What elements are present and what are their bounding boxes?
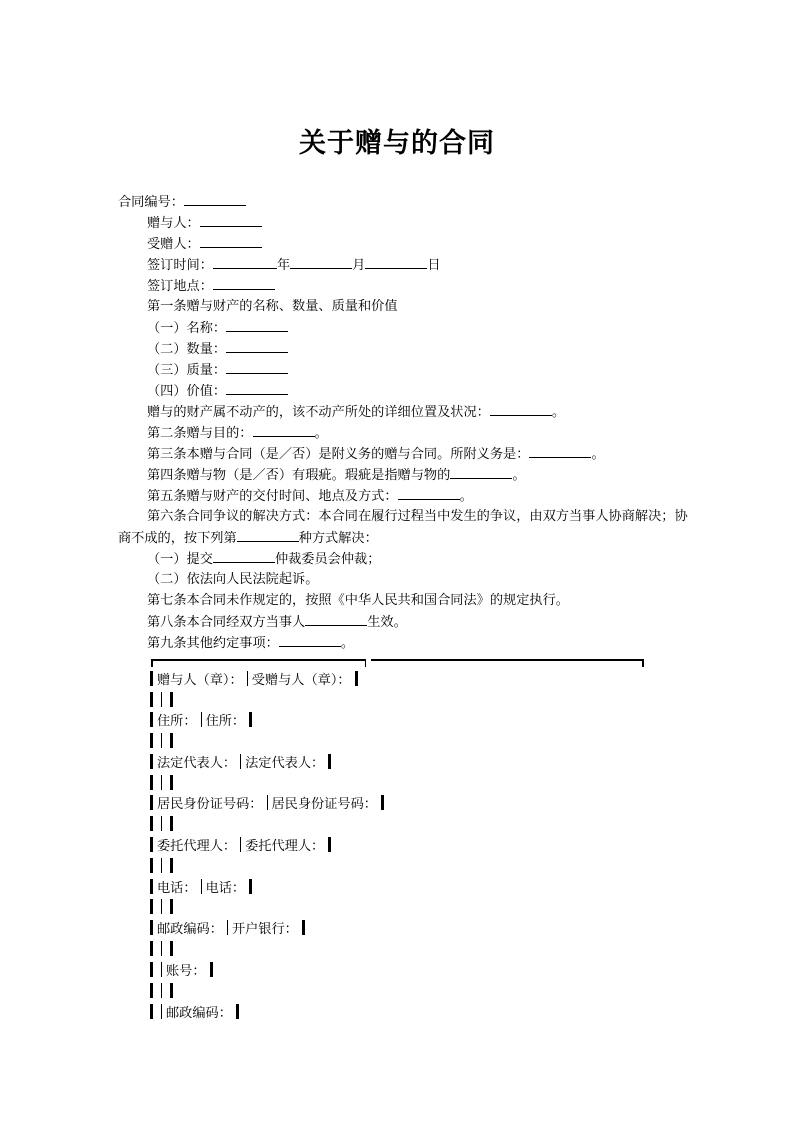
- period: 。: [340, 636, 355, 651]
- item-value-blank: [226, 381, 288, 395]
- article-6-tail: 种方式解决：: [298, 530, 378, 546]
- table-row: [150, 733, 173, 753]
- donor-legal-rep-label: 法定代表人：: [157, 756, 237, 771]
- table-row: [150, 712, 252, 732]
- article-2: [147, 423, 328, 445]
- article-6-text: 第六条合同争议的解决方式：本合同在履行过程当中发生的争议，由双方当事人协商解决；协商不成的，按下列第: [118, 509, 688, 546]
- option-1-pre: （一）提交: [147, 552, 213, 567]
- item-quantity-blank: [226, 339, 288, 353]
- table-row: [150, 962, 213, 982]
- article-8: [147, 612, 407, 634]
- table-row: [150, 837, 331, 857]
- article-4: [147, 465, 526, 487]
- table-row: [150, 858, 173, 878]
- donor-id-label: 居民身份证号码：: [157, 797, 263, 812]
- article-5: [147, 486, 473, 508]
- year-unit: 年: [276, 258, 291, 273]
- method-blank: [237, 528, 299, 542]
- article-8-pre: 第八条本合同经双方当事人: [147, 615, 306, 630]
- other-terms-blank: [279, 633, 341, 647]
- donor-blank: [200, 213, 262, 227]
- donor-address-label: 住所：: [157, 714, 197, 729]
- donee-agent-label: 委托代理人：: [245, 839, 325, 854]
- donee-bank-label: 开户银行：: [231, 922, 298, 937]
- page-title: 关于赠与的合同: [299, 128, 495, 159]
- option-1: [147, 549, 380, 571]
- article-3-label: 第三条本赠与合同（是／否）是附义务的赠与合同。所附义务是：: [147, 447, 530, 462]
- item-quality-label: （三）质量：: [147, 363, 227, 378]
- period: 。: [512, 468, 526, 483]
- article-3: [147, 444, 605, 466]
- table-row: [150, 754, 331, 774]
- item-quantity-label: （二）数量：: [147, 342, 227, 357]
- donee-address-label: 住所：: [205, 714, 246, 729]
- article-5-label: 第五条赠与财产的交付时间、地点及方式：: [147, 489, 398, 504]
- table-row: [150, 1004, 239, 1024]
- item-quality-blank: [226, 360, 288, 374]
- article-4-label: 第四条赠与物（是／否）有瑕疵。瑕疵是指赠与物的: [147, 468, 451, 483]
- donor-agent-label: 委托代理人：: [157, 839, 237, 854]
- article-8-post: 生效。: [367, 615, 407, 630]
- table-row: [150, 941, 173, 961]
- contract-number-blank: [184, 192, 246, 206]
- day-blank: [365, 255, 427, 269]
- item-quantity-line: [147, 339, 288, 361]
- sign-place-blank: [213, 276, 275, 290]
- month-blank: [290, 255, 352, 269]
- donee-legal-rep-label: 法定代表人：: [245, 756, 325, 771]
- article-9: [147, 633, 354, 655]
- item-name-label: （一）名称：: [147, 321, 227, 336]
- table-row: [150, 879, 252, 899]
- sign-place-line: [147, 276, 275, 298]
- donee-account-label: 账号：: [166, 964, 206, 979]
- table-row: [150, 920, 305, 940]
- donor-phone-label: 电话：: [157, 881, 197, 896]
- effective-blank: [305, 612, 367, 626]
- defect-blank: [450, 465, 512, 479]
- sign-date-label: 签订时间：: [147, 258, 213, 273]
- table-row: [150, 795, 384, 815]
- sign-place-label: 签订地点：: [147, 279, 213, 294]
- period: 。: [314, 426, 328, 441]
- donee-label: 受赠人：: [147, 237, 200, 252]
- item-quality-line: [147, 360, 288, 382]
- donee-phone-label: 电话：: [205, 881, 246, 896]
- table-row: [150, 983, 173, 1003]
- period: 。: [459, 489, 473, 504]
- donee-blank: [200, 234, 262, 248]
- item-name-blank: [226, 318, 288, 332]
- donor-postcode-label: 邮政编码：: [157, 922, 223, 937]
- article-6: [118, 507, 690, 550]
- contract-number-label: 合同编号：: [118, 195, 184, 210]
- contract-number-line: [118, 192, 246, 214]
- table-row: [150, 775, 173, 795]
- year-blank: [213, 255, 277, 269]
- item-value-line: [147, 381, 288, 403]
- period: 。: [591, 447, 605, 462]
- donor-seal-label: 赠与人（章）：: [157, 673, 243, 688]
- purpose-blank: [253, 423, 315, 437]
- donee-postcode-label: 邮政编码：: [166, 1006, 232, 1021]
- item-name-line: [147, 318, 288, 340]
- real-estate-blank: [490, 402, 552, 416]
- day-unit: 日: [427, 258, 441, 273]
- real-estate-line: [147, 402, 565, 424]
- item-value-label: （四）价值：: [147, 384, 227, 399]
- table-row: [150, 899, 173, 919]
- period: 。: [551, 405, 566, 420]
- donee-id-label: 居民身份证号码：: [271, 797, 377, 812]
- option-1-post: 仲裁委员会仲裁；: [274, 552, 381, 567]
- table-row: [150, 816, 173, 836]
- donor-line: [147, 213, 262, 235]
- article-1: 第一条赠与财产的名称、数量、质量和价值: [147, 299, 398, 314]
- table-row: [150, 692, 173, 712]
- real-estate-label: 赠与的财产属不动产的，该不动产所处的详细位置及状况：: [147, 405, 490, 420]
- article-9-label: 第九条其他约定事项：: [147, 636, 279, 651]
- article-2-label: 第二条赠与目的：: [147, 426, 253, 441]
- table-row: [150, 671, 358, 691]
- arbitration-blank: [213, 549, 275, 563]
- donee-seal-label: 受赠与人（章）：: [251, 673, 351, 688]
- delivery-blank: [398, 486, 460, 500]
- article-7: 第七条本合同未作规定的，按照《中华人民共和国合同法》的规定执行。: [147, 593, 569, 608]
- month-unit: 月: [352, 258, 366, 273]
- obligation-blank: [529, 444, 591, 458]
- option-2: （二）依法向人民法院起诉。: [147, 572, 319, 587]
- donor-label: 赠与人：: [147, 216, 200, 231]
- donee-line: [147, 234, 262, 256]
- sign-date-line: [147, 255, 441, 277]
